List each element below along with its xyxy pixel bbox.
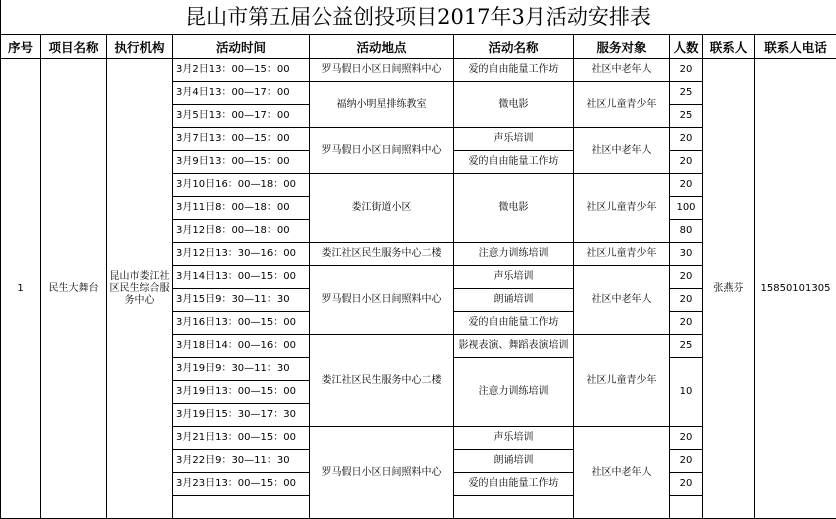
participant-count: 20 [670, 174, 703, 197]
activity-name: 声乐培训 [454, 266, 574, 289]
activity-name: 影视表演、舞蹈表演培训 [454, 335, 574, 358]
activity-time: 3月14日13：00—15：00 [173, 266, 310, 289]
service-target: 社区儿童青少年 [574, 174, 670, 243]
participant-count: 25 [670, 82, 703, 105]
page-title: 昆山市第五届公益创投项目2017年3月活动安排表 [0, 0, 836, 34]
activity-location: 娄江街道小区 [310, 174, 454, 243]
activity-time: 3月12日13：30—16：00 [173, 243, 310, 266]
col-header-time: 活动时间 [173, 35, 310, 59]
header-row [1, 35, 836, 59]
participant-count: 20 [670, 473, 703, 496]
activity-name: 注意力训练培训 [454, 358, 574, 427]
activity-time: 3月16日13：00—15：00 [173, 312, 310, 335]
project-no: 1 [1, 59, 41, 519]
col-header-count: 人数 [670, 35, 703, 59]
col-header-target: 服务对象 [574, 35, 670, 59]
participant-count: 20 [670, 312, 703, 335]
activity-name: 爱的自由能量工作坊 [454, 59, 574, 82]
activity-time: 3月10日16：00—18：00 [173, 174, 310, 197]
col-header-location: 活动地点 [310, 35, 454, 59]
participant-count: 20 [670, 59, 703, 82]
activity-time: 3月15日9：30—11：30 [173, 289, 310, 312]
project-org: 昆山市娄江社区民生综合服务中心 [107, 59, 173, 519]
activity-name: 声乐培训 [454, 128, 574, 151]
service-target: 社区中老年人 [574, 266, 670, 335]
activity-location: 娄江社区民生服务中心二楼 [310, 243, 454, 266]
participant-count: 30 [670, 243, 703, 266]
col-header-contact: 联系人 [703, 35, 755, 59]
activity-location: 罗马假日小区日间照料中心 [310, 128, 454, 174]
table-row [1, 59, 836, 82]
activity-time: 3月23日13：00—15：00 [173, 473, 310, 496]
participant-count: 20 [670, 289, 703, 312]
service-target: 社区儿童青少年 [574, 82, 670, 128]
schedule-table [0, 34, 836, 519]
activity-name: 爱的自由能量工作坊 [454, 312, 574, 335]
activity-time: 3月2日13：00—15：00 [173, 59, 310, 82]
contact-person: 张燕芬 [703, 59, 755, 519]
participant-count: 10 [670, 358, 703, 427]
activity-name: 微电影 [454, 174, 574, 243]
activity-time: 3月11日8：00—18：00 [173, 197, 310, 220]
activity-time: 3月19日13：00—15：00 [173, 381, 310, 404]
activity-name: 声乐培训 [454, 427, 574, 450]
activity-time: 3月21日13：00—15：00 [173, 427, 310, 450]
activity-name: 朗诵培训 [454, 289, 574, 312]
activity-name: 注意力训练培训 [454, 243, 574, 266]
participant-count: 20 [670, 427, 703, 450]
service-target: 社区儿童青少年 [574, 335, 670, 427]
activity-location: 罗马假日小区日间照料中心 [310, 59, 454, 82]
activity-time: 3月22日9：30—11：30 [173, 450, 310, 473]
activity-time: 3月19日9：30—11：30 [173, 358, 310, 381]
service-target: 社区中老年人 [574, 128, 670, 174]
service-target: 社区中老年人 [574, 59, 670, 82]
empty-cell [670, 496, 703, 519]
participant-count: 20 [670, 450, 703, 473]
activity-location: 娄江社区民生服务中心二楼 [310, 335, 454, 427]
empty-cell [454, 496, 574, 519]
empty-cell [173, 496, 310, 519]
activity-time: 3月9日13：00—15：00 [173, 151, 310, 174]
col-header-project: 项目名称 [41, 35, 107, 59]
activity-name: 爱的自由能量工作坊 [454, 473, 574, 496]
activity-time: 3月5日13：00—17：00 [173, 105, 310, 128]
participant-count: 25 [670, 335, 703, 358]
activity-time: 3月7日13：00—15：00 [173, 128, 310, 151]
activity-location: 罗马假日小区日间照料中心 [310, 266, 454, 335]
col-header-no: 序号 [1, 35, 41, 59]
activity-time: 3月12日8：00—18：00 [173, 220, 310, 243]
participant-count: 20 [670, 266, 703, 289]
activity-time: 3月18日14：00—16：00 [173, 335, 310, 358]
participant-count: 80 [670, 220, 703, 243]
activity-name: 微电影 [454, 82, 574, 128]
activity-time: 3月19日15：30—17：30 [173, 404, 310, 427]
participant-count: 20 [670, 128, 703, 151]
activity-name: 爱的自由能量工作坊 [454, 151, 574, 174]
col-header-org: 执行机构 [107, 35, 173, 59]
activity-name: 朗诵培训 [454, 450, 574, 473]
service-target: 社区中老年人 [574, 427, 670, 519]
participant-count: 25 [670, 105, 703, 128]
activity-location: 福纳小明星排练教室 [310, 82, 454, 128]
col-header-activity: 活动名称 [454, 35, 574, 59]
project-name: 民生大舞台 [41, 59, 107, 519]
service-target: 社区儿童青少年 [574, 243, 670, 266]
contact-phone: 15850101305 [755, 59, 836, 519]
col-header-phone: 联系人电话 [755, 35, 836, 59]
activity-location: 罗马假日小区日间照料中心 [310, 427, 454, 519]
activity-time: 3月4日13：00—17：00 [173, 82, 310, 105]
participant-count: 20 [670, 151, 703, 174]
participant-count: 100 [670, 197, 703, 220]
